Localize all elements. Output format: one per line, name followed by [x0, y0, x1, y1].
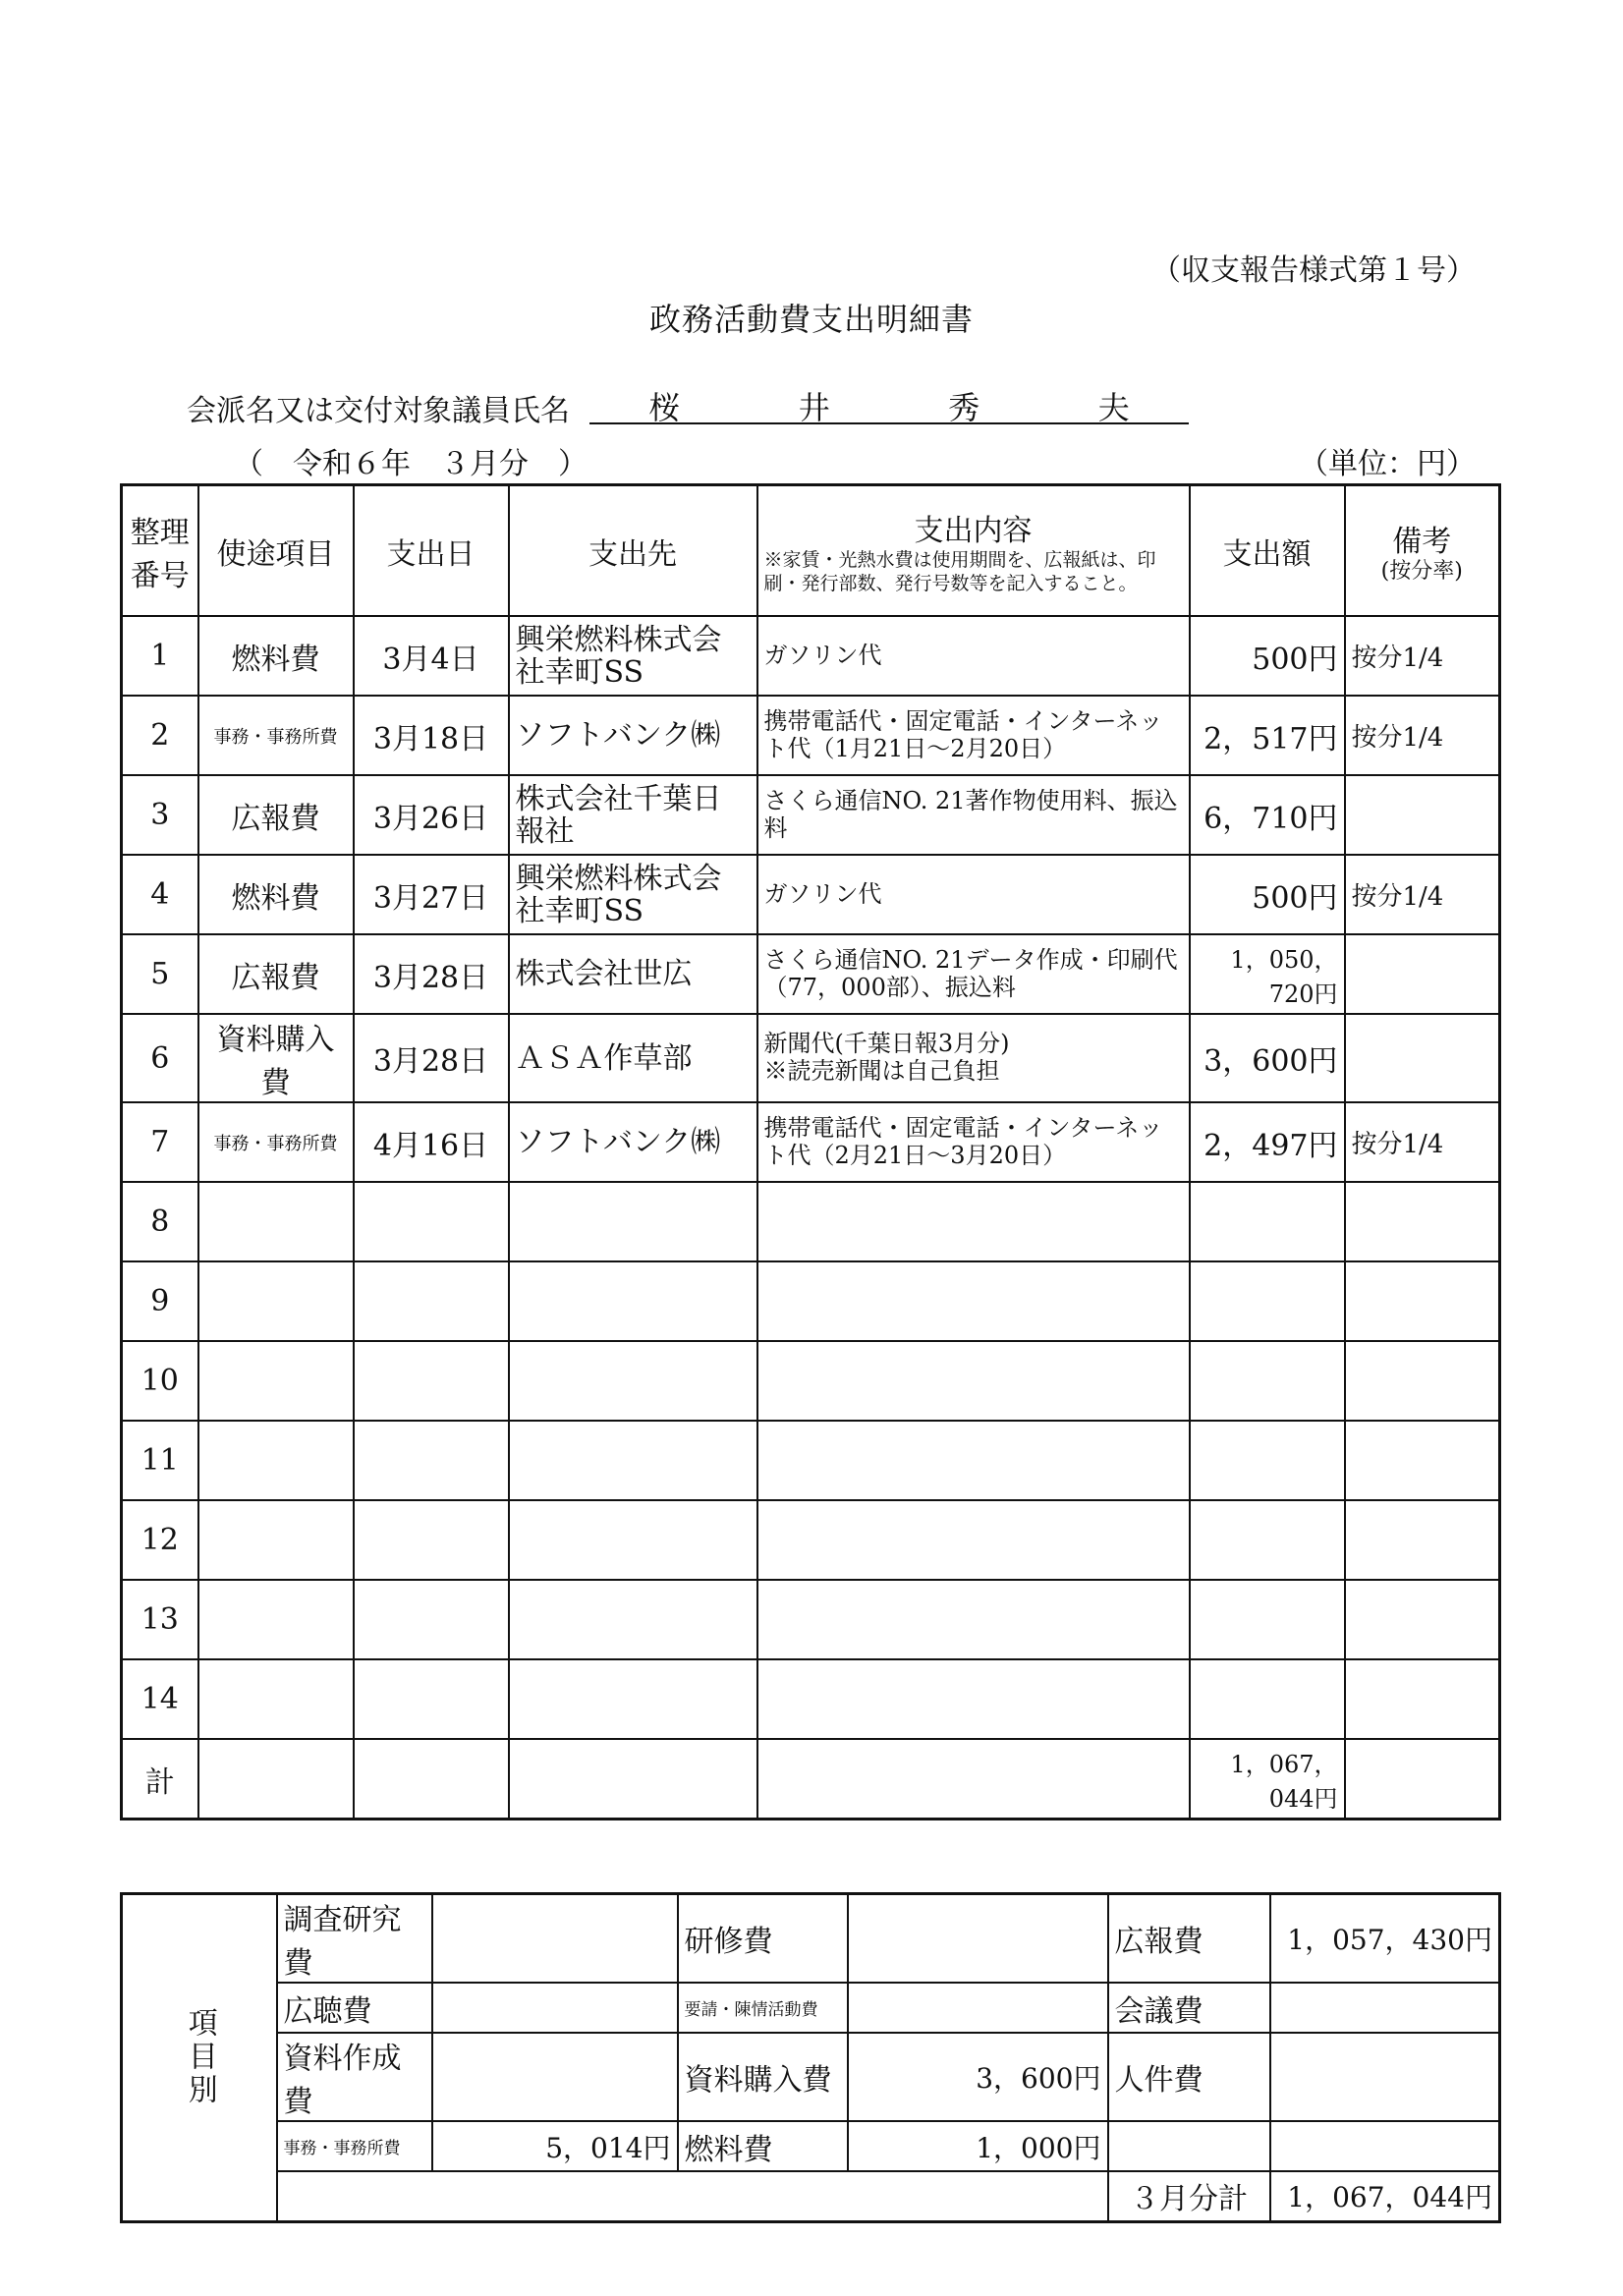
row-content: [757, 1421, 1190, 1500]
row-payee: [509, 1421, 757, 1500]
row-purpose: [198, 1421, 354, 1500]
row-content: ガソリン代: [757, 616, 1190, 696]
row-date: 3月4日: [354, 616, 509, 696]
row-no: 7: [122, 1102, 198, 1182]
row-date: [354, 1580, 509, 1659]
row-note: [1345, 1182, 1500, 1261]
category-section-text: 項目別: [182, 2007, 217, 2108]
table-row: [122, 616, 1500, 696]
row-note: [1345, 934, 1500, 1014]
header-payee: 支出先: [509, 485, 757, 617]
row-content: [757, 1580, 1190, 1659]
table-row: [122, 696, 1500, 775]
summary-value-fuel: 1，000円: [848, 2121, 1108, 2171]
row-note: [1345, 1421, 1500, 1500]
table-row: [122, 1500, 1500, 1580]
row-payee: [509, 1580, 757, 1659]
row-date: [354, 1659, 509, 1739]
row-date: 3月28日: [354, 934, 509, 1014]
summary-label-meeting: 会議費: [1108, 1983, 1270, 2033]
header-content-note: ※家賃・光熱水費は使用期間を、広報紙は、印刷・発行部数、発行号数等を記入すること。: [763, 548, 1156, 594]
row-content: [757, 1659, 1190, 1739]
summary-value-training: [848, 1894, 1108, 1984]
row-note: 按分1/4: [1345, 855, 1500, 934]
row-amount: [1190, 1182, 1345, 1261]
row-amount: [1190, 1580, 1345, 1659]
member-name-char: 秀: [948, 389, 980, 426]
row-amount: 2，517円: [1190, 696, 1345, 775]
row-date: 3月26日: [354, 775, 509, 855]
summary-label-petition: 要請・陳情活動費: [678, 1983, 848, 2033]
header-amount: 支出額: [1190, 485, 1345, 617]
row-amount: 500円: [1190, 616, 1345, 696]
row-amount: [1190, 1261, 1345, 1341]
row-note: 按分1/4: [1345, 616, 1500, 696]
row-note: [1345, 1261, 1500, 1341]
row-no: 2: [122, 696, 198, 775]
row-date: [354, 1261, 509, 1341]
row-purpose: [198, 1659, 354, 1739]
row-no: 13: [122, 1580, 198, 1659]
total-empty: [1345, 1739, 1500, 1820]
row-payee: 興栄燃料株式会社幸町SS: [509, 616, 757, 696]
total-empty: [509, 1739, 757, 1820]
row-date: [354, 1500, 509, 1580]
row-note: [1345, 775, 1500, 855]
row-purpose: 事務・事務所費: [198, 1102, 354, 1182]
row-payee: ＡＳＡ作草部: [509, 1014, 757, 1102]
summary-label-publicity: 広報費: [1108, 1894, 1270, 1984]
row-purpose: [198, 1580, 354, 1659]
row-purpose: [198, 1261, 354, 1341]
row-payee: [509, 1500, 757, 1580]
row-date: [354, 1182, 509, 1261]
summary-value-meeting: [1270, 1983, 1500, 2033]
row-amount: 6，710円: [1190, 775, 1345, 855]
row-note: [1345, 1341, 1500, 1421]
row-content: ガソリン代: [757, 855, 1190, 934]
table-row: [122, 1182, 1500, 1261]
header-remarks-sub: (按分率): [1380, 559, 1463, 585]
row-date: 4月16日: [354, 1102, 509, 1182]
row-content: さくら通信NO. 21著作物使用料、振込料: [757, 775, 1190, 855]
member-name-char: 夫: [1097, 389, 1130, 426]
header-remarks-title: 備考: [1392, 525, 1452, 560]
member-name-char: 井: [798, 389, 830, 426]
summary-diagonal-cell: [1108, 2121, 1270, 2171]
row-note: [1345, 1659, 1500, 1739]
row-purpose: 燃料費: [198, 616, 354, 696]
row-payee: ソフトバンク㈱: [509, 1102, 757, 1182]
summary-value-personnel: [1270, 2033, 1500, 2121]
row-content: [757, 1182, 1190, 1261]
row-no: 9: [122, 1261, 198, 1341]
period: （ 令和６年 ３月分 ）: [234, 447, 588, 481]
table-row: [122, 1580, 1500, 1659]
summary-label-hearing: 広聴費: [277, 1983, 432, 2033]
table-row: [122, 934, 1500, 1014]
form-id: （収支報告様式第１号）: [1151, 253, 1476, 288]
summary-label-materials-making: 資料作成費: [277, 2033, 432, 2121]
row-payee: ソフトバンク㈱: [509, 696, 757, 775]
row-no: 10: [122, 1341, 198, 1421]
table-row: [122, 1102, 1500, 1182]
total-amount: 1，067，044円: [1190, 1739, 1345, 1820]
row-payee: [509, 1659, 757, 1739]
summary-value-research: [432, 1894, 678, 1984]
unit-label: （単位：円）: [1299, 447, 1476, 481]
document-title: 政務活動費支出明細書: [648, 301, 974, 338]
summary-value-office: 5，014円: [432, 2121, 678, 2171]
header-purpose: 使途項目: [198, 485, 354, 617]
summary-label-fuel: 燃料費: [678, 2121, 848, 2171]
row-amount: 1，050，720円: [1190, 934, 1345, 1014]
row-purpose: 広報費: [198, 775, 354, 855]
table-row: [122, 1421, 1500, 1500]
summary-label-research: 調査研究費: [277, 1894, 432, 1984]
row-no: 3: [122, 775, 198, 855]
row-purpose: [198, 1500, 354, 1580]
header-no: 整理番号: [122, 485, 198, 617]
row-note: [1345, 1014, 1500, 1102]
header-remarks: [1345, 485, 1500, 617]
table-row: [122, 855, 1500, 934]
summary-value-month-total: 1，067，044円: [1270, 2171, 1500, 2221]
row-purpose: 事務・事務所費: [198, 696, 354, 775]
row-no: 14: [122, 1659, 198, 1739]
row-content: [757, 1500, 1190, 1580]
row-purpose: [198, 1182, 354, 1261]
row-no: 8: [122, 1182, 198, 1261]
row-amount: [1190, 1421, 1345, 1500]
row-no: 5: [122, 934, 198, 1014]
summary-value-materials-making: [432, 2033, 678, 2121]
row-no: 12: [122, 1500, 198, 1580]
category-summary: [120, 1892, 1501, 2223]
summary-value-petition: [848, 1983, 1108, 2033]
row-payee: 株式会社千葉日報社: [509, 775, 757, 855]
row-amount: 3，600円: [1190, 1014, 1345, 1102]
row-content: [757, 1341, 1190, 1421]
summary-value-hearing: [432, 1983, 678, 2033]
row-amount: [1190, 1341, 1345, 1421]
summary-value-materials-purchase: 3，600円: [848, 2033, 1108, 2121]
row-content: 携帯電話代・固定電話・インターネット代（2月21日～3月20日）: [757, 1102, 1190, 1182]
row-date: [354, 1341, 509, 1421]
member-name: [589, 383, 1189, 424]
row-purpose: [198, 1341, 354, 1421]
member-name-char: 桜: [648, 389, 681, 426]
row-note: [1345, 1580, 1500, 1659]
row-purpose: 広報費: [198, 934, 354, 1014]
row-content: 携帯電話代・固定電話・インターネット代（1月21日～2月20日）: [757, 696, 1190, 775]
row-no: 4: [122, 855, 198, 934]
row-date: 3月18日: [354, 696, 509, 775]
total-empty: [354, 1739, 509, 1820]
row-amount: 2，497円: [1190, 1102, 1345, 1182]
summary-empty-cell: [277, 2171, 1108, 2221]
summary-diagonal-cell: [1270, 2121, 1500, 2171]
member-label: 会派名又は交付対象議員氏名: [187, 394, 570, 428]
summary-label-materials-purchase: 資料購入費: [678, 2033, 848, 2121]
table-row: [122, 1341, 1500, 1421]
row-payee: [509, 1182, 757, 1261]
row-payee: 興栄燃料株式会社幸町SS: [509, 855, 757, 934]
summary-label-office: 事務・事務所費: [277, 2121, 432, 2171]
row-payee: 株式会社世広: [509, 934, 757, 1014]
header-content: [757, 485, 1190, 617]
total-empty: [198, 1739, 354, 1820]
row-content: 新聞代(千葉日報3月分) ※読売新聞は自己負担: [757, 1014, 1190, 1102]
row-payee: [509, 1341, 757, 1421]
total-empty: [757, 1739, 1190, 1820]
row-no: 11: [122, 1421, 198, 1500]
summary-label-month-total: ３月分計: [1108, 2171, 1270, 2221]
summary-label-personnel: 人件費: [1108, 2033, 1270, 2121]
row-date: [354, 1421, 509, 1500]
header-content-title: 支出内容: [914, 513, 1033, 548]
row-no: 6: [122, 1014, 198, 1102]
row-payee: [509, 1261, 757, 1341]
row-date: 3月27日: [354, 855, 509, 934]
row-amount: [1190, 1500, 1345, 1580]
row-purpose: 燃料費: [198, 855, 354, 934]
total-label: 計: [122, 1739, 198, 1820]
category-section-label: [122, 1894, 277, 2222]
row-date: 3月28日: [354, 1014, 509, 1102]
table-row: [122, 1659, 1500, 1739]
table-row: [122, 1014, 1500, 1102]
row-amount: 500円: [1190, 855, 1345, 934]
row-purpose: 資料購入費: [198, 1014, 354, 1102]
row-note: 按分1/4: [1345, 1102, 1500, 1182]
expenditure-table: [120, 483, 1501, 1820]
row-content: [757, 1261, 1190, 1341]
row-amount: [1190, 1659, 1345, 1739]
row-no: 1: [122, 616, 198, 696]
summary-label-training: 研修費: [678, 1894, 848, 1984]
header-date: 支出日: [354, 485, 509, 617]
summary-value-publicity: 1，057，430円: [1270, 1894, 1500, 1984]
row-content: さくら通信NO. 21データ作成・印刷代（77，000部）、振込料: [757, 934, 1190, 1014]
table-row: [122, 775, 1500, 855]
row-note: [1345, 1500, 1500, 1580]
table-row: [122, 1261, 1500, 1341]
row-note: 按分1/4: [1345, 696, 1500, 775]
